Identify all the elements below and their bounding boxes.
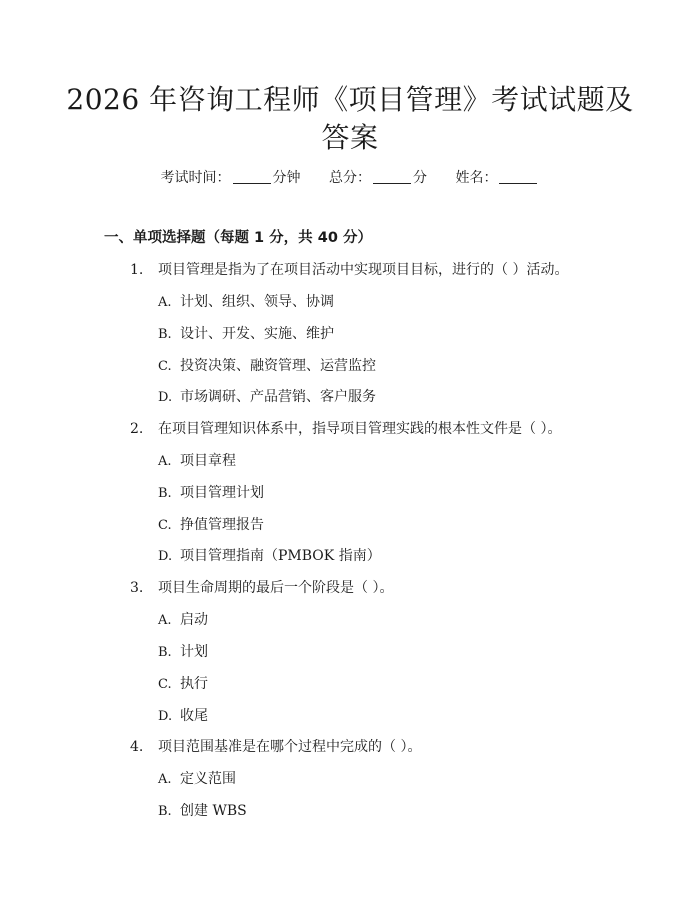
question-2-option-b (158, 483, 264, 504)
option-text: 投资决策、融资管理、运营监控 (180, 358, 376, 374)
option-text: 挣值管理报告 (180, 517, 264, 533)
option-text: 项目管理计划 (180, 485, 264, 501)
option-letter: B. (158, 327, 172, 342)
option-text: 启动 (180, 612, 208, 628)
exam-time-blank (233, 169, 271, 184)
document-title-line-2: 答案 (321, 121, 379, 154)
option-text: 执行 (180, 676, 208, 692)
document-title-line-1: 2026 年咨询工程师《项目管理》考试试题及 (66, 83, 634, 116)
question-number: 3. (130, 580, 144, 596)
total-score-field (329, 168, 427, 188)
question-text: 项目管理是指为了在项目活动中实现项目目标，进行的（ ）活动。 (158, 262, 569, 278)
option-letter: D. (158, 709, 173, 724)
exam-time-unit: 分钟 (272, 170, 301, 186)
question-text: 项目范围基准是在哪个过程中完成的（ ）。 (158, 739, 422, 755)
option-letter: D. (158, 549, 173, 564)
option-text: 计划 (180, 644, 208, 660)
option-letter: B. (158, 486, 172, 501)
option-letter: B. (158, 804, 172, 819)
option-text: 创建 WBS (180, 803, 247, 819)
option-letter: B. (158, 645, 172, 660)
question-4 (130, 737, 421, 757)
option-letter: A. (158, 613, 172, 628)
exam-time-field (161, 168, 301, 188)
total-score-label: 总分： (329, 170, 371, 186)
option-letter: A. (158, 295, 172, 310)
option-letter: A. (158, 772, 172, 787)
question-4-option-b (158, 801, 247, 822)
question-number: 4. (130, 739, 144, 755)
option-text: 市场调研、产品营销、客户服务 (180, 389, 376, 405)
exam-time-label: 考试时间： (160, 170, 231, 186)
option-text: 收尾 (180, 708, 208, 724)
total-score-unit: 分 (413, 170, 427, 186)
question-number: 1. (130, 262, 144, 278)
option-letter: C. (158, 518, 172, 533)
question-text: 项目生命周期的最后一个阶段是（ ）。 (158, 580, 394, 596)
question-3 (130, 578, 393, 598)
question-4-option-a (158, 769, 236, 790)
question-3-option-d (158, 706, 208, 727)
question-3-option-c (158, 674, 208, 695)
option-letter: D. (158, 390, 173, 405)
question-2-option-d (158, 546, 381, 567)
question-1-option-c (158, 356, 376, 377)
question-1-option-a (158, 292, 334, 313)
question-2-option-c (158, 515, 264, 536)
section-title: 一、单项选择题（每题 1 分，共 40 分） (104, 230, 372, 246)
question-2-option-a (158, 451, 236, 472)
question-3-option-b (158, 642, 208, 663)
option-letter: C. (158, 677, 172, 692)
option-text: 项目章程 (180, 453, 236, 469)
question-3-option-a (158, 610, 208, 631)
exam-meta-line (0, 168, 700, 188)
name-field (455, 168, 539, 188)
question-text: 在项目管理知识体系中，指导项目管理实践的根本性文件是（ ）。 (158, 421, 562, 437)
question-1-option-d (158, 387, 376, 408)
name-blank (499, 169, 537, 184)
option-letter: C. (158, 359, 172, 374)
option-text: 设计、开发、实施、维护 (180, 326, 334, 342)
question-1 (130, 260, 568, 280)
option-text: 定义范围 (180, 771, 236, 787)
question-2 (130, 419, 561, 439)
option-text: 计划、组织、领导、协调 (180, 294, 334, 310)
total-score-blank (373, 169, 411, 184)
name-label: 姓名： (455, 170, 498, 186)
option-text: 项目管理指南（PMBOK 指南） (180, 548, 381, 564)
question-number: 2. (130, 421, 144, 437)
question-1-option-b (158, 324, 334, 345)
option-letter: A. (158, 454, 172, 469)
